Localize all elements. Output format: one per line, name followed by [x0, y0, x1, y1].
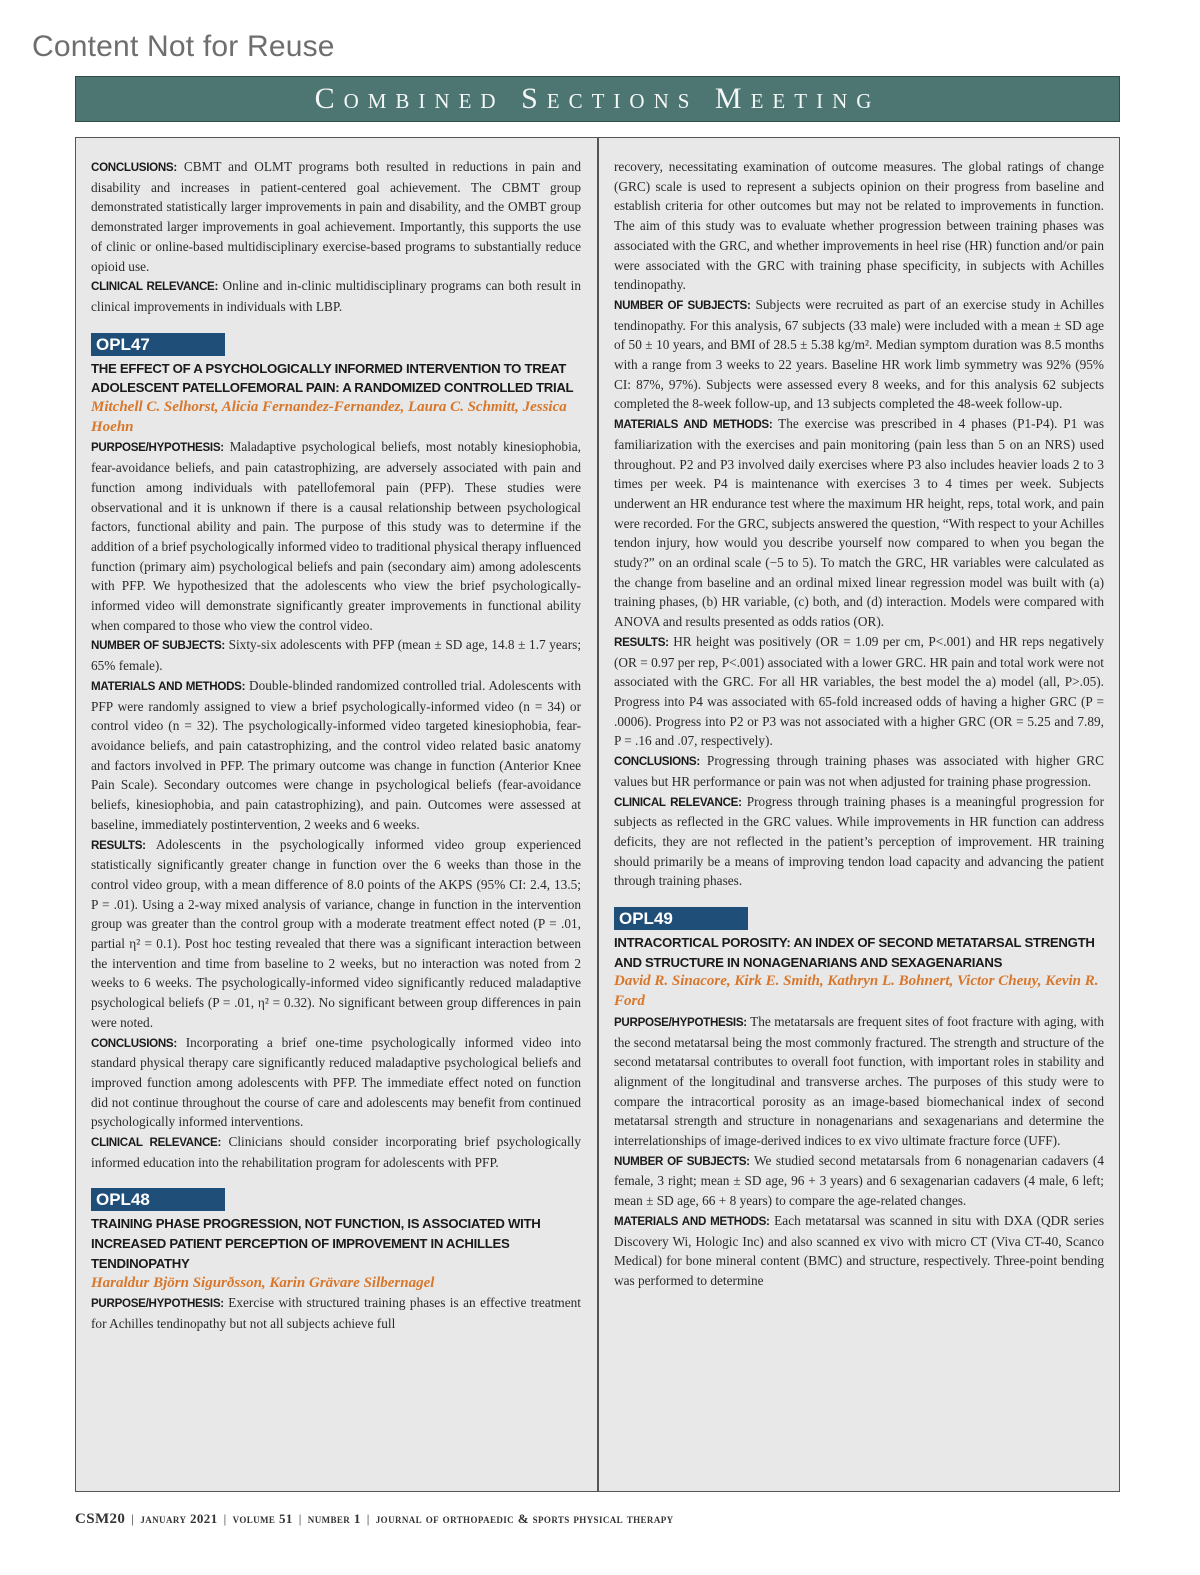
footer-volume: volume 51	[232, 1511, 293, 1526]
section-label: CLINICAL RELEVANCE:	[614, 795, 742, 809]
paragraph	[614, 1211, 1104, 1291]
section-label: RESULTS:	[91, 838, 146, 852]
abstract-title: TRAINING PHASE PROGRESSION, NOT FUNCTION, IS ASSOCIATED WITH INCREASED PATIENT PERCEPTION OF IMPROVEMENT IN ACHILLES TENDINOPATHY	[91, 1216, 541, 1271]
section-text: Double-blinded randomized controlled trial. Adolescents with PFP were randomly assigned to view a brief psychologically-informed video (n = 34) or control video (n = 32). The psychologically-informed video targeted kinesiophobia, fear-avoidance beliefs, and pain catastrophizing, and the control video related basic anatomy and factors involved in PFP. The primary outcome was change in function (Anterior Knee Pain Scale). Secondary outcomes were change in psychological beliefs (fear-avoidance beliefs, kinesiophobia, and pain catastrophizing), and pain. Outcomes were assessed at baseline, immediately postintervention, 2 weeks and 6 weeks.	[91, 677, 581, 832]
section-text: CBMT and OLMT programs both resulted in reductions in pain and disability and increases in patient-centered goal achievement. The CBMT group demonstrated statistically larger improvements in pain and disability, and the OMBT group demonstrated larger improvements in goal achievement. Importantly, this supports the use of clinic or online-based multidisciplinary exercise-based programs to substantially reduce opioid use.	[91, 159, 581, 274]
paragraph	[91, 1293, 581, 1333]
section-label: NUMBER OF SUBJECTS:	[614, 298, 751, 312]
paragraph	[91, 437, 581, 635]
paragraph	[614, 632, 1104, 751]
section-label: PURPOSE/HYPOTHESIS:	[614, 1015, 747, 1029]
paragraph	[91, 1132, 581, 1172]
section-label: RESULTS:	[614, 635, 669, 649]
section-text: The exercise was prescribed in 4 phases (P1-P4). P1 was familiarization with the exercises and pain monitoring (pain less than 5 on an NRS) used throughout. P2 and P3 involved daily exercises where P3 also includes heavier loads 2 to 3 times per week. P4 is maintenance with exercises 3 to 4 times per week. Subjects underwent an HR endurance test where the maximum HR height, reps, total work, and pain were recorded. For the GRC, subjects answered the question, “With respect to your Achilles tendon injury, how would you describe yourself now compared to when you began the study?” on an ordinal scale (−5 to 5). To match the GRC, HR variables were calculated as the change from baseline and an ordinal mixed linear regression model was built with (a) training phases, (b) HR variable, (c) both, and (d) interaction. Models were compared with ANOVA and results presented as odds ratios (OR).	[614, 416, 1105, 630]
section-text: HR height was positively (OR = 1.09 per cm, P<.001) and HR reps negatively (OR = 0.97 per rep, P<.001) associated with a lower GRC. HR pain and total work were not associated with the GRC. For all HR variables, the best model the a) model (all, P>.05). Progress into P4 was associated with 65-fold increased odds of having a higher GRC (P = .0006). Progress into P2 or P3 was not associated with a higher GRC (OR = 5.25 and 7.89, P = .16 and .07, respectively).	[614, 633, 1105, 749]
section-banner: Combined Sections Meeting	[75, 76, 1120, 122]
footer-separator: |	[366, 1511, 370, 1526]
abstract-authors: Mitchell C. Selhorst, Alicia Fernandez-Fernandez, Laura C. Schmitt, Jessica Hoehn	[91, 399, 567, 435]
section-label: CONCLUSIONS:	[91, 161, 177, 174]
footer-date: january 2021	[140, 1511, 218, 1526]
paragraph	[614, 295, 1104, 414]
watermark: Content Not for Reuse	[32, 30, 335, 63]
section-label: CONCLUSIONS:	[614, 755, 700, 769]
section-text: Each metatarsal was scanned in situ with DXA (QDR series Discovery Wi, Hologic Inc) and also scanned ex vivo with micro CT (Viva CT-40, Scanco Medical) for bone mineral content (BMC) and structure, respectively. Three-point bending was performed to determine	[614, 1212, 1104, 1288]
footer-separator: |	[131, 1511, 135, 1526]
right-column	[614, 157, 1104, 1291]
section-label: MATERIALS AND METHODS:	[614, 1214, 770, 1228]
section-text: Sixty-six adolescents with PFP (mean ± SD age, 14.8 ± 1.7 years; 65% female).	[91, 637, 582, 674]
abstract-authors: David R. Sinacore, Kirk E. Smith, Kathryn L. Bohnert, Victor Cheuy, Kevin R. Ford	[614, 973, 1099, 1010]
abstract-code-badge: OPL47	[91, 333, 225, 356]
column-divider	[597, 137, 599, 1492]
abstract-opl49	[614, 907, 1104, 1291]
footer-separator: |	[223, 1511, 227, 1526]
section-label: CLINICAL RELEVANCE:	[91, 280, 219, 294]
paragraph	[91, 1033, 581, 1133]
paragraph	[614, 1151, 1104, 1211]
paragraph	[91, 676, 581, 835]
section-text: Online and in-clinic multidisciplinary programs can both result in clinical improvements in individuals with LBP.	[91, 278, 581, 314]
section-label: PURPOSE/HYPOTHESIS:	[91, 1297, 224, 1311]
footer-number: number 1	[307, 1511, 361, 1526]
section-text: Exercise with structured training phases is an effective treatment for Achilles tendinopathy but not all subjects achieve full	[91, 1295, 581, 1331]
section-text: Subjects were recruited as part of an exercise study in Achilles tendinopathy. For this analysis, 67 subjects (33 male) were included with a mean ± SD age of 50 ± 10 years, and BMI of 28.5 ± 5.38 kg/m². Median symptom duration was 8.5 months with a range from 3 weeks to 22 years. Baseline HR work limb symmetry was 92% (95% CI: 87%, 97%). Subjects were assessed every 8 weeks, and for this analysis 62 subjects completed the 8-week follow-up, and 13 subjects completed the 48-week follow-up.	[614, 296, 1105, 412]
abstract-code-badge: OPL49	[614, 907, 748, 930]
footer-journal: journal of orthopaedic & sports physical therapy	[375, 1511, 674, 1526]
section-text: The metatarsals are frequent sites of foot fracture with aging, with the second metatarsal being the most commonly fractured. The strength and structure of the second metatarsal contributes to overall foot function, with important roles in stability and alignment of the longitudinal and transverse arches. The purposes of this study were to compare the intracortical porosity as an image-based biomechanical index of second metatarsal strength and structure in nonagenarians and sexagenarians and determine the interrelationships of image-derived indices to ex vivo ultimate fracture force (UFF).	[614, 1013, 1104, 1149]
paragraph	[614, 792, 1104, 892]
left-column	[91, 157, 581, 1334]
section-text: Progressing through training phases was associated with higher GRC values but HR performance or pain was not when adjusted for training phase progression.	[614, 753, 1104, 789]
abstract-code-badge: OPL48	[91, 1188, 225, 1211]
paragraph	[91, 157, 581, 276]
section-label: MATERIALS AND METHODS:	[91, 679, 246, 693]
paragraph	[91, 835, 581, 1033]
continuation-paragraph: recovery, necessitating examination of outcome measures. The global ratings of change (GRC) scale is used to represent a subjects opinion on their progress from baseline and establish criteria for other outcomes but may not be related to improvements in function. The aim of this study was to evaluate whether progression between training phases was associated with the GRC, and whether improvements in heel rise (HR) function and/or pain were associated with the GRC with training phase specificity, in subjects with Achilles tendinopathy.	[614, 159, 1104, 293]
section-text: Clinicians should consider incorporating brief psychologically informed education into the rehabilitation program for adolescents with PFP.	[91, 1134, 581, 1170]
page-number: CSM20	[75, 1511, 126, 1527]
intro-section	[91, 157, 581, 317]
page-footer	[75, 1511, 674, 1528]
footer-separator: |	[298, 1511, 302, 1526]
paragraph	[91, 635, 581, 675]
abstract-authors: Haraldur Björn Sigurðsson, Karin Grävare Silbernagel	[91, 1274, 435, 1291]
section-text: Progress through training phases is a meaningful progression for subjects as reflected in the GRC values. While improvements in HR function can address deficits, they are not reflected in the patient’s perception of improvement. HR training should primarily be a means of improving tendon load capacity and advancing the patient through training phases.	[614, 793, 1104, 889]
section-text: Maladaptive psychological beliefs, most notably kinesiophobia, fear-avoidance beliefs, and pain catastrophizing, are adversely associated with pain and function among individuals with patellofemoral pain (PFP). These studies were observational and it is unknown if there is a causal relationship between psychological factors, functional ability and pain. The purpose of this study was to determine if the addition of a brief psychologically informed video to traditional physical therapy influenced function (primary aim) psychological beliefs and pain (secondary aim) among adolescents with PFP. We hypothesized that the adolescents who view the brief psychologically-informed video will demonstrate significantly greater improvements in functional ability when compared to those who view the control video.	[91, 439, 582, 633]
abstract-opl48	[91, 1188, 581, 1333]
section-text: We studied second metatarsals from 6 nonagenarian cadavers (4 female, 3 right; mean ± SD age, 96 + 3 years) and 6 sexagenarian cadavers (4 male, 6 left; mean ± SD age, 66 + 8 years) to compare the age-related changes.	[614, 1152, 1104, 1209]
abstract-opl47	[91, 333, 581, 1173]
section-label: MATERIALS AND METHODS:	[614, 418, 773, 432]
paragraph	[91, 276, 581, 316]
section-text: Incorporating a brief one-time psychologically informed video into standard physical therapy care significantly reduced maladaptive psychological beliefs and improved function among adolescents with PFP. The immediate effect noted on function did not continue throughout the course of care and adolescents may benefit from continued psychologically informed interventions.	[91, 1034, 582, 1130]
section-text: Adolescents in the psychologically informed video group experienced statistically significantly greater change in function over the 6 weeks than those in the control video group, with a mean difference of 8.0 points of the AKPS (95% CI: 2.4, 13.5; P = .01). Using a 2-way mixed analysis of variance, change in function in the intervention group was greater than the control group with a moderate treatment effect noted (P = .01, partial η² = 0.1). Post hoc testing revealed that there was a significant interaction between the intervention and time from baseline to 2 weeks, but no interaction was noted from 2 weeks to 6 weeks. The psychologically-informed video significantly reduced maladaptive psychological beliefs (P = .01, η² = 0.32). No significant between group differences in pain were noted.	[91, 836, 581, 1030]
section-label: NUMBER OF SUBJECTS:	[614, 1154, 750, 1168]
paragraph	[614, 414, 1104, 632]
paragraph	[614, 1012, 1104, 1151]
section-label: PURPOSE/HYPOTHESIS:	[91, 441, 224, 455]
abstract-title: INTRACORTICAL POROSITY: AN INDEX OF SECOND METATARSAL STRENGTH AND STRUCTURE IN NONAGENARIANS AND SEXAGENARIANS	[614, 935, 1095, 970]
section-label: CLINICAL RELEVANCE:	[91, 1136, 222, 1150]
paragraph	[614, 751, 1104, 791]
section-label: NUMBER OF SUBJECTS:	[91, 639, 225, 653]
abstract-title: THE EFFECT OF A PSYCHOLOGICALLY INFORMED INTERVENTION TO TREAT ADOLESCENT PATELLOFEMORAL PAIN: A RANDOMIZED CONTROLLED TRIAL	[91, 360, 574, 396]
section-label: CONCLUSIONS:	[91, 1036, 177, 1050]
